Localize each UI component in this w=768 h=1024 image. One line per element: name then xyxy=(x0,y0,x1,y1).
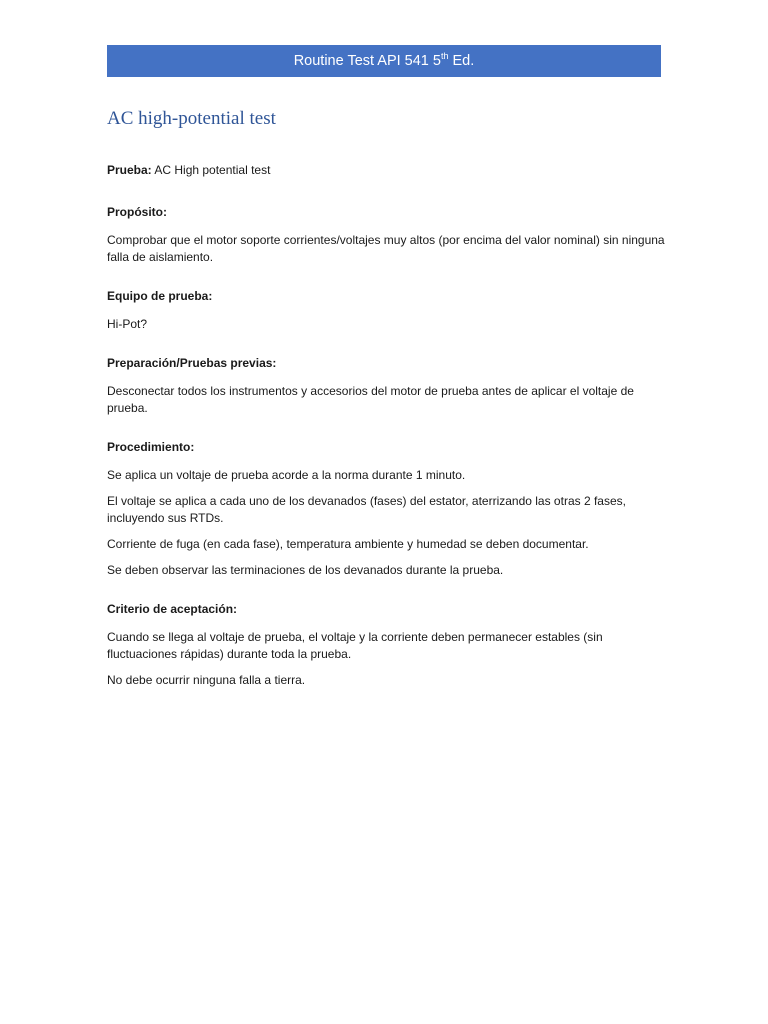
header-title xyxy=(294,53,475,69)
purpose-heading: Propósito: xyxy=(107,205,167,219)
header-title-tail: Ed. xyxy=(448,53,475,69)
equipment-text: Hi-Pot? xyxy=(107,317,148,331)
header-title-main: Routine Test API 541 5 xyxy=(293,53,441,69)
acceptance-heading: Criterio de aceptación: xyxy=(107,602,238,616)
procedure-heading: Procedimiento: xyxy=(107,440,195,454)
header-banner xyxy=(107,45,661,77)
procedure-step: Se deben observar las terminaciones de los devanados durante la prueba. xyxy=(107,563,504,577)
preparation-text: Desconectar todos los instrumentos y accesorios del motor de prueba antes de aplicar el voltaje de prueba. xyxy=(107,384,634,415)
document-title: AC high-potential test xyxy=(107,108,276,129)
procedure-step: Se aplica un voltaje de prueba acorde a la norma durante 1 minuto. xyxy=(107,468,466,482)
acceptance-item: No debe ocurrir ninguna falla a tierra. xyxy=(107,673,306,687)
purpose-text: Comprobar que el motor soporte corrientes/voltajes muy altos (por encima del valor nominal) sin ninguna falla de aislamiento. xyxy=(107,233,665,264)
header-title-superscript: th xyxy=(440,51,449,62)
acceptance-item: Cuando se llega al voltaje de prueba, el voltaje y la corriente deben permanecer estables (sin fluctuaciones rápidas) durante toda la prueba. xyxy=(107,630,603,661)
preparation-heading: Preparación/Pruebas previas: xyxy=(107,356,277,370)
test-name-label: Prueba: xyxy=(107,163,152,177)
test-name-value: AC High potential test xyxy=(151,163,271,177)
document-body xyxy=(107,162,667,698)
procedure-step: Corriente de fuga (en cada fase), temperatura ambiente y humedad se deben documentar. xyxy=(107,537,589,551)
test-name-line xyxy=(107,162,667,179)
procedure-step: El voltaje se aplica a cada uno de los devanados (fases) del estator, aterrizando las otras 2 fases, incluyendo sus RTDs. xyxy=(107,494,626,525)
equipment-heading: Equipo de prueba: xyxy=(107,289,213,303)
